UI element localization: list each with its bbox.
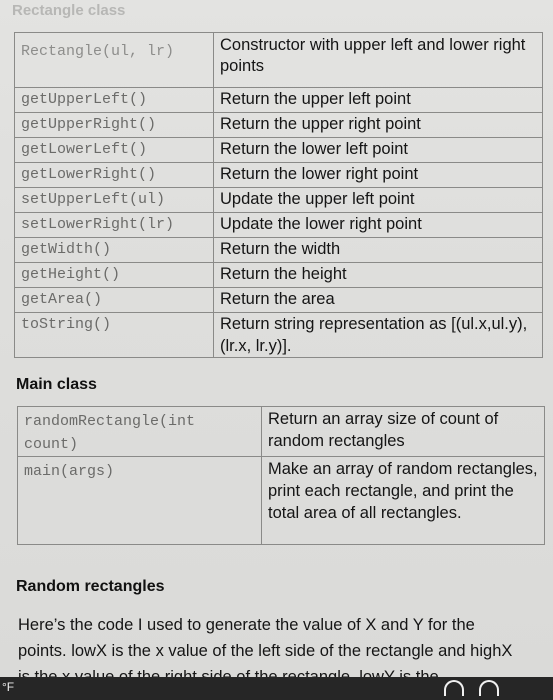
method-cell: getLowerRight(): [15, 163, 214, 188]
method-cell: main(args): [18, 457, 262, 545]
table-row: [15, 33, 543, 88]
table-row: [15, 113, 543, 138]
rectangle-methods-table: [14, 32, 543, 358]
description-cell: Return the upper right point: [214, 113, 543, 138]
temperature-unit: °F: [2, 680, 15, 694]
rectangle-class-heading: Rectangle class: [12, 2, 126, 19]
random-rectangles-heading: Random rectangles: [16, 578, 165, 595]
main-methods-table: [17, 406, 545, 545]
method-cell: randomRectangle(int count): [18, 407, 262, 457]
table-row: [15, 213, 543, 238]
method-cell: setUpperLeft(ul): [15, 188, 214, 213]
description-cell: Return the upper left point: [214, 88, 543, 113]
description-cell: Return an array size of count of random rectangles: [262, 407, 545, 457]
table-row: [18, 457, 545, 545]
table-row: [15, 88, 543, 113]
table-row: [15, 313, 543, 358]
taskbar: [0, 677, 553, 700]
wifi-icon[interactable]: [444, 680, 464, 696]
description-cell: Return the lower right point: [214, 163, 543, 188]
sync-icon[interactable]: [479, 680, 499, 696]
main-class-heading: Main class: [16, 376, 97, 393]
table-row: [15, 288, 543, 313]
method-cell: getHeight(): [15, 263, 214, 288]
table-row: [15, 163, 543, 188]
description-cell: Update the upper left point: [214, 188, 543, 213]
method-cell: toString(): [15, 313, 214, 358]
description-cell: Return the width: [214, 238, 543, 263]
description-cell: Return the height: [214, 263, 543, 288]
table-row: [15, 188, 543, 213]
method-cell: getUpperRight(): [15, 113, 214, 138]
method-cell: getWidth(): [15, 238, 214, 263]
method-cell: getLowerLeft(): [15, 138, 214, 163]
method-cell: setLowerRight(lr): [15, 213, 214, 238]
description-cell: Return the lower left point: [214, 138, 543, 163]
table-row: [18, 407, 545, 457]
method-cell: getUpperLeft(): [15, 88, 214, 113]
table-row: [15, 238, 543, 263]
random-rectangles-paragraph: Here’s the code I used to generate the value of X and Y for the points. lowX is the x value of the left side of the rectangle and highX: [18, 616, 513, 660]
method-cell: Rectangle(ul, lr): [21, 43, 175, 60]
description-cell: Return the area: [214, 288, 543, 313]
description-cell: Make an array of random rectangles, print each rectangle, and print the total area of all rectangles.: [262, 457, 545, 545]
table-row: [15, 263, 543, 288]
description-cell: Constructor with upper left and lower right points: [214, 33, 543, 88]
method-cell: getArea(): [15, 288, 214, 313]
table-row: [15, 138, 543, 163]
description-cell: Update the lower right point: [214, 213, 543, 238]
description-cell: Return string representation as [(ul.x,ul.y), (lr.x, lr.y)].: [214, 313, 543, 358]
